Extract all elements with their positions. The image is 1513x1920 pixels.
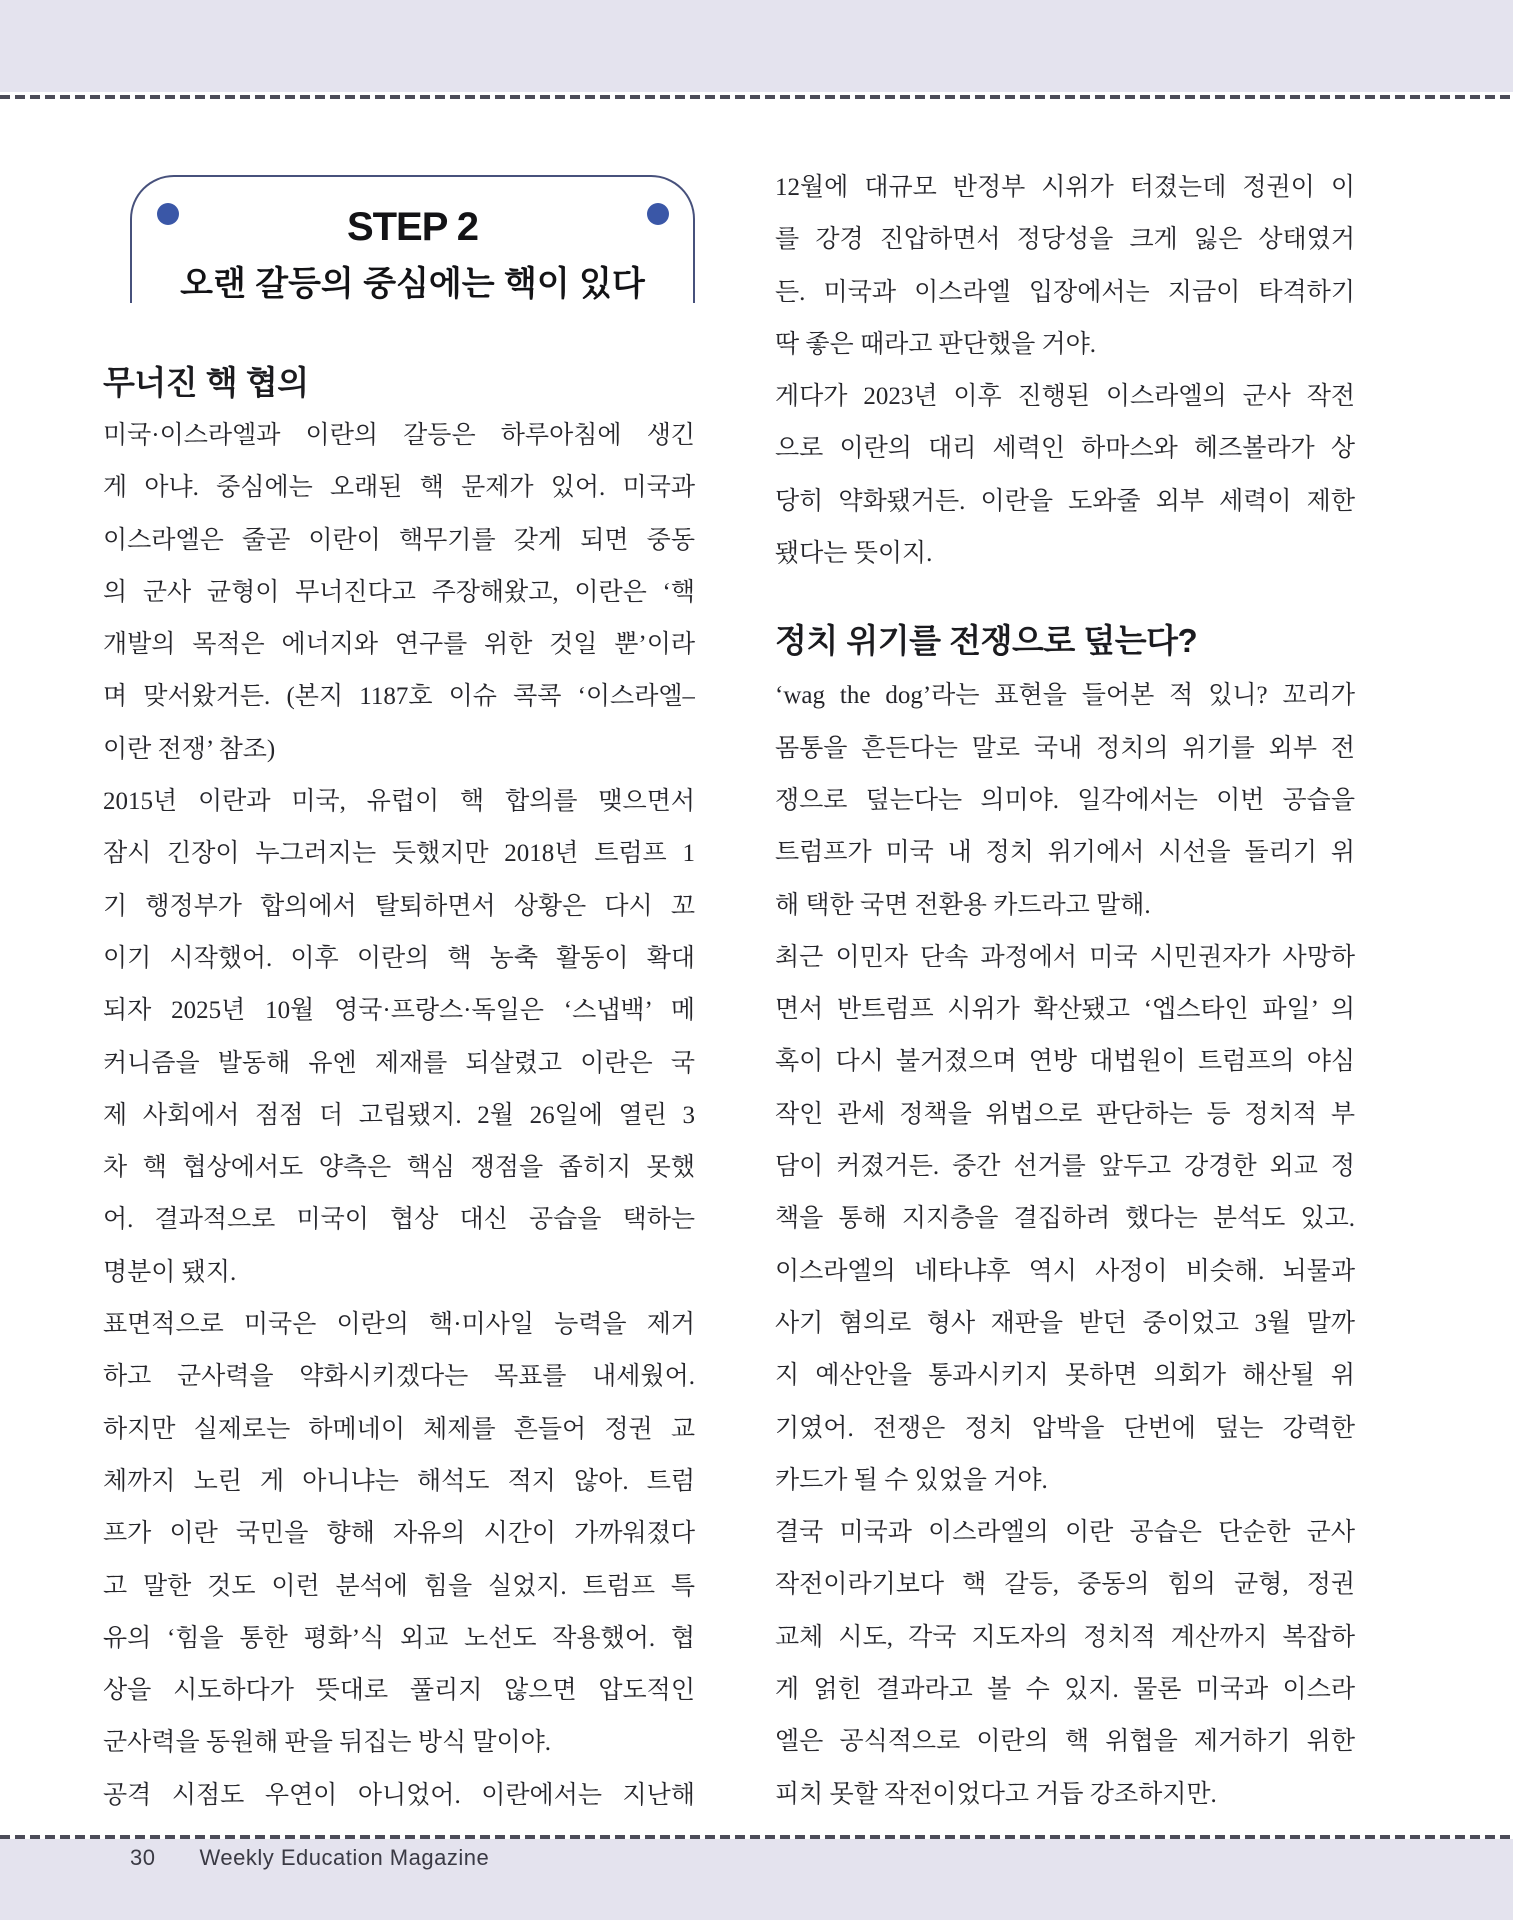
text-line: ‘wag the dog’라는 표현을 들어본 적 있니? 꼬리가 [775,682,1355,710]
text-line: 의 군사 균형이 무너진다고 주장해왔고, 이란은 ‘핵 [103,578,695,606]
text-line: 공격 시점도 우연이 아니었어. 이란에서는 지난해 [103,1781,695,1809]
right-column-text-bottom [775,670,1355,1821]
step-title: 오랜 갈등의 중심에는 핵이 있다 [180,265,645,303]
text-line: 작전이라기보다 핵 갈등, 중동의 힘의 균형, 정권 [775,1571,1355,1599]
footer [130,1847,489,1869]
text-line: 으로 이란의 대리 세력인 하마스와 헤즈볼라가 상 [775,435,1355,463]
text-line: 면서 반트럼프 시위가 확산됐고 ‘엡스타인 파일’ 의 [775,996,1355,1024]
text-line: 유의 ‘힘을 통한 평화’식 외교 노선도 작용했어. 협 [103,1624,695,1652]
text-line: 든. 미국과 이스라엘 입장에서는 지금이 타격하기 [775,278,1355,306]
section-heading-wag-the-dog: 정치 위기를 전쟁으로 덮는다? [775,622,1198,660]
text-line: 상을 시도하다가 뜻대로 풀리지 않으면 압도적인 [103,1677,695,1705]
top-band [0,0,1513,92]
text-line: 명분이 됐지. [103,1258,237,1286]
text-line: 이스라엘의 네타냐후 역시 사정이 비슷해. 뇌물과 [775,1257,1355,1285]
text-line: 피치 못할 작전이었다고 거듭 강조하지만. [775,1780,1217,1808]
text-line: 트럼프가 미국 내 정치 위기에서 시선을 돌리기 위 [775,839,1355,867]
text-line: 개발의 목적은 에너지와 연구를 위한 것일 뿐’이라 [103,631,695,659]
text-line: 잠시 긴장이 누그러지는 듯했지만 2018년 트럼프 1 [103,840,695,868]
text-line: 딱 좋은 때라고 판단했을 거야. [775,330,1097,358]
text-line: 게다가 2023년 이후 진행된 이스라엘의 군사 작전 [775,383,1355,411]
text-line: 몸통을 흔든다는 말로 국내 정치의 위기를 외부 전 [775,734,1355,762]
bullet-dot-left [157,203,179,225]
text-line: 책을 통해 지지층을 결집하려 했다는 분석도 있고. [775,1205,1355,1233]
magazine-title: Weekly Education Magazine [199,1845,490,1870]
text-line: 카드가 될 수 있었을 거야. [775,1466,1048,1494]
text-line: 이스라엘은 줄곧 이란이 핵무기를 갖게 되면 중동 [103,526,695,554]
text-line: 혹이 다시 불거졌으며 연방 대법원이 트럼프의 야심 [775,1048,1355,1076]
text-line: 작인 관세 정책을 위법으로 판단하는 등 정치적 부 [775,1100,1355,1128]
step-box [130,175,695,303]
right-column-text-top [775,162,1355,580]
text-line: 를 강경 진압하면서 정당성을 크게 잃은 상태였거 [775,226,1355,254]
text-line: 기 행정부가 합의에서 탈퇴하면서 상황은 다시 꼬 [103,892,695,920]
text-line: 하고 군사력을 약화시키겠다는 목표를 내세웠어. [103,1363,695,1391]
text-line: 지 예산안을 통과시키지 못하면 의회가 해산될 위 [775,1362,1355,1390]
step-label: STEP 2 [346,205,479,249]
text-line: 커니즘을 발동해 유엔 제재를 되살렸고 이란은 국 [103,1049,695,1077]
page-number: 30 [130,1845,156,1870]
text-line: 며 맞서왔거든. (본지 1187호 이슈 콕콕 ‘이스라엘– [103,683,695,711]
text-line: 결국 미국과 이스라엘의 이란 공습은 단순한 군사 [775,1519,1355,1547]
text-line: 기였어. 전쟁은 정치 압박을 단번에 덮는 강력한 [775,1414,1355,1442]
dashed-divider-top [0,95,1513,99]
text-line: 사기 혐의로 형사 재판을 받던 중이었고 3월 말까 [775,1309,1355,1337]
text-line: 차 핵 협상에서도 양측은 핵심 쟁점을 좁히지 못했 [103,1154,695,1182]
text-line: 담이 커졌거든. 중간 선거를 앞두고 강경한 외교 정 [775,1153,1355,1181]
text-line: 표면적으로 미국은 이란의 핵·미사일 능력을 제거 [103,1311,695,1339]
text-line: 이란 전쟁’ 참조) [103,735,276,763]
text-line: 12월에 대규모 반정부 시위가 터졌는데 정권이 이 [775,174,1355,201]
left-column [103,358,695,1822]
text-line: 어. 결과적으로 미국이 협상 대신 공습을 택하는 [103,1206,695,1234]
bullet-dot-right [647,203,669,225]
text-line: 됐다는 뜻이지. [775,540,933,568]
text-line: 프가 이란 국민을 향해 자유의 시간이 가까워졌다 [103,1520,695,1548]
text-line: 되자 2025년 10월 영국·프랑스·독일은 ‘스냅백’ 메 [103,997,695,1025]
text-line: 엘은 공식적으로 이란의 핵 위협을 제거하기 위한 [775,1728,1355,1756]
text-line: 제 사회에서 점점 더 고립됐지. 2월 26일에 열린 3 [103,1101,695,1129]
text-line: 게 아냐. 중심에는 오래된 핵 문제가 있어. 미국과 [103,474,695,502]
text-line: 당히 약화됐거든. 이란을 도와줄 외부 세력이 제한 [775,487,1355,515]
text-line: 하지만 실제로는 하메네이 체제를 흔들어 정권 교 [103,1415,695,1443]
text-line: 게 얽힌 결과라고 볼 수 있지. 물론 미국과 이스라 [775,1676,1355,1704]
text-line: 미국·이스라엘과 이란의 갈등은 하루아침에 생긴 [103,422,695,449]
text-line: 군사력을 동원해 판을 뒤집는 방식 말이야. [103,1729,552,1757]
right-column [775,162,1355,1821]
text-line: 교체 시도, 각국 지도자의 정치적 계산까지 복잡하 [775,1623,1355,1651]
text-line: 해 택한 국면 전환용 카드라고 말해. [775,891,1151,919]
text-line: 체까지 노린 게 아니냐는 해석도 적지 않아. 트럼 [103,1467,695,1495]
text-line: 고 말한 것도 이런 분석에 힘을 실었지. 트럼프 특 [103,1572,695,1600]
text-line: 2015년 이란과 미국, 유럽이 핵 합의를 맺으면서 [103,788,695,816]
text-line: 최근 이민자 단속 과정에서 미국 시민권자가 사망하 [775,943,1355,971]
left-column-text [103,410,695,1822]
section-heading-nuclear-deal: 무너진 핵 협의 [103,364,309,401]
text-line: 쟁으로 덮는다는 의미야. 일각에서는 이번 공습을 [775,786,1355,814]
text-line: 이기 시작했어. 이후 이란의 핵 농축 활동이 확대 [103,944,695,972]
